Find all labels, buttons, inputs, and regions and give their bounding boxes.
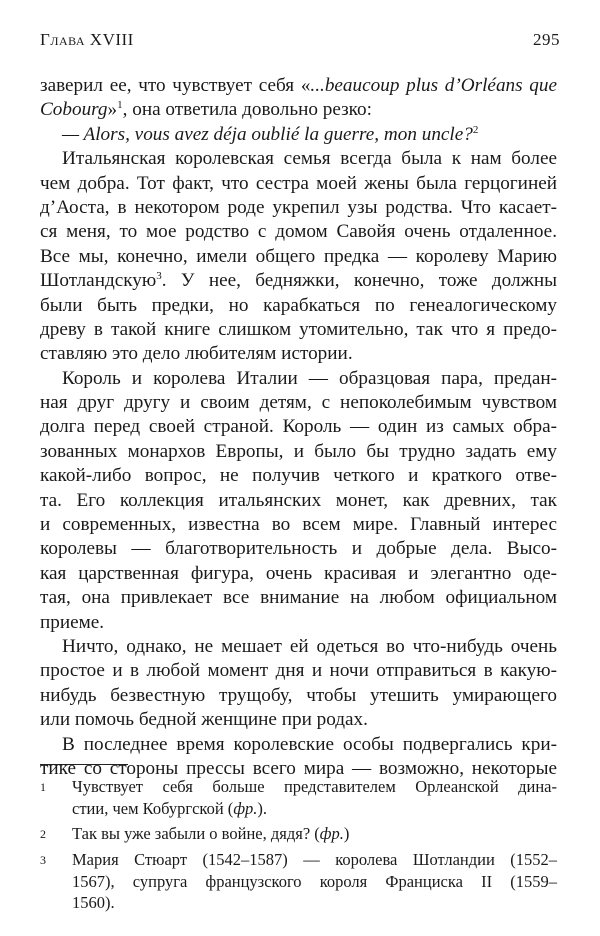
text-line [40, 294, 557, 318]
text-run: » [107, 99, 118, 121]
italic-text: фр. [233, 798, 258, 818]
text-run: Итальянская королевская семья всегда была к нам более [62, 148, 557, 170]
text-run: королевы — благотворительность и добрые дела. Высо- [40, 538, 557, 560]
text-run: Шотландскую [40, 270, 157, 292]
text-line [40, 562, 557, 586]
text-run: д’Аоста, в некотором роде укрепил узы родства. Что касает- [40, 196, 557, 218]
text-run: зованных монархов Европы, и было бы трудно задать ему [40, 440, 557, 462]
text-line [40, 489, 557, 513]
text-run: были быть предки, но карабкаться по генеалогическому [40, 294, 557, 316]
text-line [40, 708, 557, 732]
text-run: стии, чем Кобургской ( [72, 798, 234, 818]
text-line [40, 98, 557, 122]
text-run: или помочь бедной женщине при родах. [40, 709, 368, 731]
text-run: Мария Стюарт (1542–1587) — королева Шотландии (1552– [72, 850, 557, 869]
text-run: нибудь безвестную трущобу, чтобы утешить умирающего [40, 684, 557, 706]
text-run: Все мы, конечно, имели общего предка — королеву Марию [40, 245, 557, 267]
text-line [40, 74, 557, 98]
text-run: , она ответила довольно резко: [122, 99, 372, 121]
text-run: Чувствует себя больше представителем Орлеанской дина- [72, 777, 557, 796]
text-run: В последнее время королевские особы подвергались кри- [62, 733, 557, 755]
text-run: приеме. [40, 611, 105, 633]
footnote-ref: 2 [472, 123, 479, 136]
text-run: какой-либо вопрос, не получив четкого и краткого отве- [40, 465, 557, 487]
italic-text: — Alors, vous avez déja oublié la guerre, mon uncle? [62, 123, 473, 145]
italic-text: ...beaucoup plus d’Orléans que [310, 75, 558, 96]
footnote-number: 3 [40, 853, 46, 867]
text-run: Ничто, однако, не мешает ей одеться во что-нибудь очень [62, 635, 557, 657]
footnote-line [72, 798, 557, 820]
text-run: чем добра. Тот факт, что сестра моей жены была герцогиней [40, 172, 557, 194]
text-run: та. Его коллекция итальянских монет, как древних, так [40, 489, 557, 511]
footnote-number: 1 [40, 780, 46, 794]
italic-text: фр. [319, 824, 344, 843]
footnote-line [72, 849, 557, 871]
footnote [40, 849, 557, 914]
footnote-line [72, 892, 557, 914]
footnote-ref: 1 [117, 99, 123, 112]
text-run: кая царственная фигура, очень красивая и элегантно оде- [40, 562, 557, 584]
text-run: тая, она привлекает все внимание на любом официальном [40, 587, 557, 609]
footnote-line [72, 823, 557, 845]
text-run: ). [257, 798, 268, 818]
text-line [40, 342, 557, 366]
footnote [40, 823, 557, 845]
text-run: Король и королева Италии — образцовая пара, предан- [62, 367, 557, 389]
text-line [40, 440, 557, 464]
text-run: долга перед своей страной. Король — один из самых обра- [40, 416, 557, 438]
text-run: заверил ее, что чувствует себя « [40, 75, 311, 96]
text-line [40, 196, 557, 220]
text-line [40, 172, 557, 196]
text-line [40, 391, 557, 415]
text-line [40, 245, 557, 269]
running-head: Глава XVIII [40, 30, 134, 49]
footnote-rule [40, 764, 128, 765]
footnote [40, 776, 557, 819]
text-line [40, 220, 557, 244]
text-run: древу в такой книге слишком утомительно, так что я предо- [40, 318, 557, 340]
footnote-number: 2 [40, 827, 46, 841]
text-line [40, 513, 557, 537]
text-line [40, 123, 557, 147]
text-line [40, 367, 557, 391]
text-run: тике со стороны прессы всего мира — возможно, некоторые [40, 757, 557, 779]
text-run: . У нее, бедняжки, конечно, тоже должны [161, 270, 557, 292]
text-line [40, 586, 557, 610]
footnote-ref: 3 [156, 270, 162, 283]
footnotes [40, 776, 557, 918]
text-run: и современных, известна во всем мире. Главный интерес [40, 514, 557, 536]
text-line [40, 659, 557, 683]
text-line [40, 147, 557, 171]
text-line [40, 464, 557, 488]
italic-text: Cobourg [40, 99, 108, 121]
text-run: 1567), супруга французского короля Франциска II (1559– [72, 871, 557, 891]
text-line [40, 537, 557, 561]
text-line [40, 415, 557, 439]
text-run: простое и в любой момент дня и ночи отправиться в какую- [40, 660, 557, 682]
text-run: Так вы уже забыли о войне, дядя? ( [72, 824, 320, 843]
text-line [40, 635, 557, 659]
text-run: ставляю это дело любителям истории. [40, 343, 353, 365]
text-run: ная друг другу и своим детям, с непоколебимым чувством [40, 392, 557, 414]
text-line [40, 684, 557, 708]
text-line [40, 733, 557, 757]
text-line [40, 269, 557, 293]
page-number: 295 [533, 30, 560, 49]
text-line [40, 318, 557, 342]
text-run: ся меня, то мое родство с домом Савойя очень отдаленное. [40, 221, 557, 243]
text-run: 1560). [72, 893, 115, 912]
body-text [40, 74, 557, 781]
text-run: ) [343, 824, 350, 843]
footnote-line [72, 871, 557, 893]
text-line [40, 611, 557, 635]
footnote-line [72, 776, 557, 798]
